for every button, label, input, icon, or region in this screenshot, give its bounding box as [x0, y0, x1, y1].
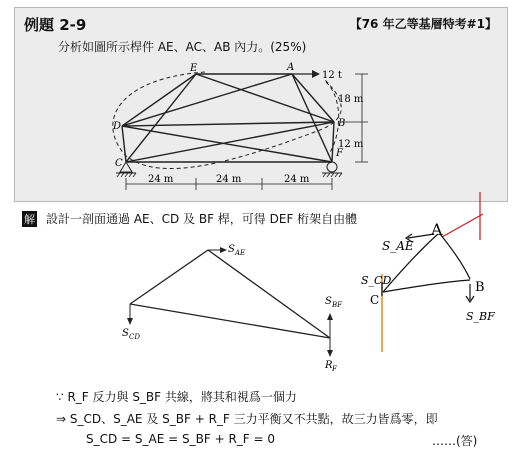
hand-sae: S_AE [382, 239, 414, 253]
solution-intro: 設計一剖面通過 AE、CD 及 BF 桿，可得 DEF 桁架自由體 [46, 212, 358, 226]
member-DE [122, 74, 196, 126]
dim-18m: 18 m [338, 94, 364, 105]
svg-text:BF: BF [332, 301, 343, 309]
load-label: 12 t [322, 70, 342, 81]
fbd-sae: S [228, 244, 235, 255]
member-AF [292, 74, 332, 162]
solution-label: 解 [24, 213, 35, 226]
source-tag: 【76 年乙等基層特考#1】 [349, 17, 497, 31]
dim-24m-2: 24 m [216, 174, 242, 185]
svg-text:AE: AE [235, 249, 246, 257]
handwritten-sketch [338, 192, 519, 362]
dim-24m-1: 24 m [148, 174, 174, 185]
node-B: B [338, 118, 346, 129]
node-A: A [287, 62, 295, 73]
solution-line-2: ⇒ S_CD、S_AE 及 S_BF + R_F 三力平衡又不共點，故三力皆爲零，即 [56, 412, 438, 426]
member-DB [122, 122, 334, 126]
svg-text:F: F [332, 365, 337, 373]
solution-line-1: ∵ R_F 反力與 S_BF 共線，將其和視爲一個力 [56, 390, 297, 404]
member-CB [126, 122, 334, 162]
svg-text:CD: CD [129, 333, 140, 341]
member-CE [126, 74, 196, 162]
example-title: 例題 2-9 [24, 16, 87, 34]
hand-A: A [431, 220, 443, 239]
fbd-scd: S [122, 328, 129, 339]
answer-mark: ……(答) [432, 434, 478, 448]
node-F: F [336, 148, 343, 159]
node-C: C [115, 158, 123, 169]
member-CD [122, 126, 126, 162]
node-D: D [113, 121, 122, 132]
node-E: E [190, 63, 198, 74]
hand-B: B [475, 280, 485, 295]
hand-sbf: S_BF [466, 310, 495, 323]
dim-12m: 12 m [338, 139, 364, 150]
truss-diagram [100, 60, 400, 200]
solution-line-3: S_CD = S_AE = S_BF + R_F = 0 [86, 432, 276, 446]
section-cut-line [113, 72, 341, 169]
free-body-diagram [110, 240, 350, 380]
hand-scd: S_CD [361, 274, 392, 287]
member-BF [332, 122, 334, 162]
fbd-rf: R [325, 360, 333, 371]
member-DA [122, 74, 292, 126]
fbd-sbf: S [325, 296, 332, 307]
hand-C: C [370, 293, 380, 307]
dim-24m-3: 24 m [284, 174, 310, 185]
roller-support [327, 162, 337, 172]
question-text: 分析如圖所示桿件 AE、AC、AB 內力。(25%) [58, 40, 307, 54]
